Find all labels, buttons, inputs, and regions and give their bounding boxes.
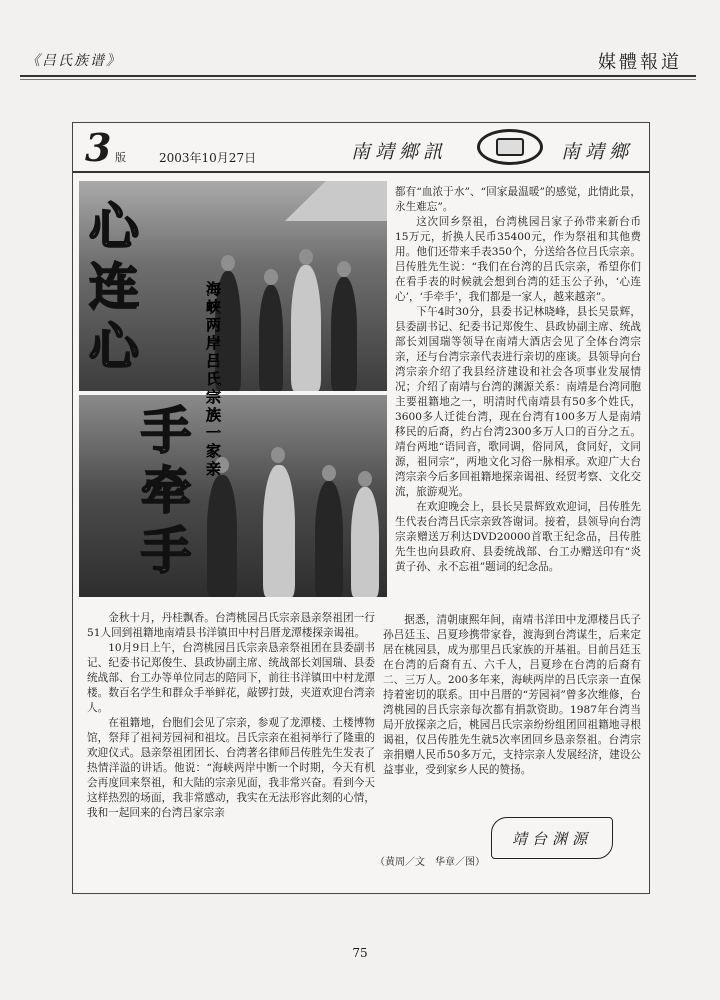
headline-char: 心 (89, 198, 139, 256)
person-figure (263, 465, 295, 597)
article-paragraph: 这次回乡祭祖，台湾桃园吕家子孙带来新台币15万元，折换人民币35400元，作为祭祖和其他费用。他们还带来手表350个，分送给各位吕氏宗亲。吕传胜先生说：“我们在台湾的吕氏宗亲，希望你们在看手表的时候就会想到台湾的廷玉公子孙，‘心连心’，‘手牵手’，我们都是一家人，越来越亲”。 (395, 216, 641, 303)
roof-shape (285, 181, 387, 221)
person-figure (315, 481, 343, 597)
person-figure (351, 487, 379, 597)
section-stamp: 靖台渊源 (491, 817, 613, 859)
article-paragraph: 在祖籍地，台胞们会见了宗亲，参观了龙潭楼、土楼博物馆，祭拜了祖祠芳园祠和祖坟。吕氏宗亲在祖祠举行了隆重的欢迎仪式。恳亲祭祖团团长、台湾著名律师吕传胜先生发表了热情洋溢的讲话。他说：“海峡两岸中断一个时期，今天有机会再度回来祭祖，和大陆的宗亲见面，我非常兴奋。看到今天这样热烈的场面，我非常感动，我实在无法形容此刻的心情，我和一起回来的台湾吕家宗亲 (87, 717, 375, 819)
edition-label: 版 (115, 151, 126, 164)
person-head (322, 465, 336, 481)
person-head (358, 471, 372, 487)
newspaper-name: 南靖鄉訊 (351, 141, 448, 163)
article-left-column (87, 611, 375, 821)
article-paragraph: 都有“血浓于水”、“回家最温暖”的感觉，此情此景，永生难忘”。 (395, 186, 641, 213)
person-figure (331, 277, 357, 391)
article-paragraph: 下午4时30分，县委书记林晓峰，县长吴景辉，县委副书记、纪委书记郑俊生、县政协副主席、统战部长刘国瑞等领导在南靖大酒店会见了全体台湾宗亲，还与台湾宗亲代表进行亲切的座谈。县领导向台湾宗亲介绍了我县经济建设和社会各项事业发展情况；介绍了南靖与台湾的渊源关系：南靖是台湾同胞主要祖籍地之一，明清时代南靖县有50多个姓氏，3600多人迁徙台湾，现在台湾有100多万人是南靖移民的后裔，约占台湾2300多万人口的百分之五。靖台两地“语同音，歌同调，俗同风，食同好，文同源，祖同宗”，两地文化习俗一脉相承。欢迎广大台湾宗亲今后多回祖籍地探亲谒祖、经贸考察、文化交流，旅游观光。 (395, 306, 641, 498)
article-paragraph: 在欢迎晚会上，县长吴景辉致欢迎词，吕传胜先生代表台湾吕氏宗亲致答谢词。接着，县领导向台湾宗亲赠送万利达DVD20000首歌王纪念品，吕传胜先生也向县政府、县委统战部、台工办赠送印有“炎黄子孙、永不忘祖”题词的纪念品。 (395, 501, 641, 573)
headline-char: 手 (141, 402, 191, 460)
news-photo-block (79, 181, 387, 597)
headline-char: 牵 (141, 462, 191, 520)
section-title: 媒體報道 (598, 52, 682, 73)
headline-char: 心 (89, 318, 139, 376)
article-credit: （黄周／文 华章／图） (375, 857, 485, 868)
person-head (264, 269, 278, 285)
person-head (271, 447, 285, 463)
headline-char: 连 (89, 258, 139, 316)
newspaper-logo-icon (477, 129, 543, 165)
newspaper-clipping (72, 122, 650, 894)
publication-date: 2003年10月27日 (159, 151, 257, 165)
edition-number: 3 (85, 125, 112, 170)
article-paragraph: 金秋十月，丹桂飘香。台湾桃园吕氏宗亲恳亲祭祖团一行51人回到祖籍地南靖县书洋镇田中村吕厝龙潭楼探亲谒祖。 (87, 612, 375, 639)
newspaper-masthead (73, 123, 649, 173)
person-figure (259, 285, 283, 391)
book-title: 《吕氏族谱》 (26, 53, 122, 69)
person-head (337, 261, 351, 277)
headline-char: 手 (141, 522, 191, 580)
vertical-subtitle: 海峡两岸吕氏宗族一家亲 (204, 281, 222, 479)
photo-welcome-ceremony (79, 395, 387, 597)
person-head (221, 255, 235, 271)
article-right-column (395, 185, 641, 575)
newspaper-name-repeat: 南靖鄉 (561, 141, 634, 163)
article-paragraph: 据悉，清朝康熙年间，南靖书洋田中龙潭楼吕氏子孙吕廷玉、吕夏珍携带家眷，渡海到台湾谋生，后来定居在桃园县，成为那里吕氏家族的开基祖。目前吕廷玉在台湾的后裔有五、六千人，吕夏珍在台湾的后裔有二、三万人。200多年来，海峡两岸的吕氏宗亲一直保持着密切的联系。田中吕厝的“芳园祠”曾多次维修，台湾桃园的吕氏宗亲每次都有捐款资助。1987年台湾当局开放探亲之后，桃园吕氏宗亲纷纷组团回祖籍地寻根谒祖，仅吕传胜先生就5次率团回乡恳亲祭祖。台湾宗亲捐赠人民币50多万元，支持宗亲人发展经济，建设公益事业，受到家乡人民的赞扬。 (383, 614, 641, 776)
article-lower-right-column (383, 613, 641, 778)
header-rule-thin (20, 79, 696, 80)
person-figure (291, 265, 321, 391)
person-figure (207, 475, 237, 597)
page-number: 75 (352, 946, 368, 960)
article-paragraph: 10月9日上午，台湾桃园吕氏宗亲恳亲祭祖团在县委副书记、纪委书记郑俊生、县政协副主席、统战部长刘国瑞、县委统战部、台工办等单位同志的陪同下，前往书洋镇田中村龙潭楼。数百名学生和群众手举鲜花，敲锣打鼓，夹道欢迎台湾亲人。 (87, 642, 375, 714)
person-head (299, 249, 313, 265)
header-rule (20, 75, 696, 77)
